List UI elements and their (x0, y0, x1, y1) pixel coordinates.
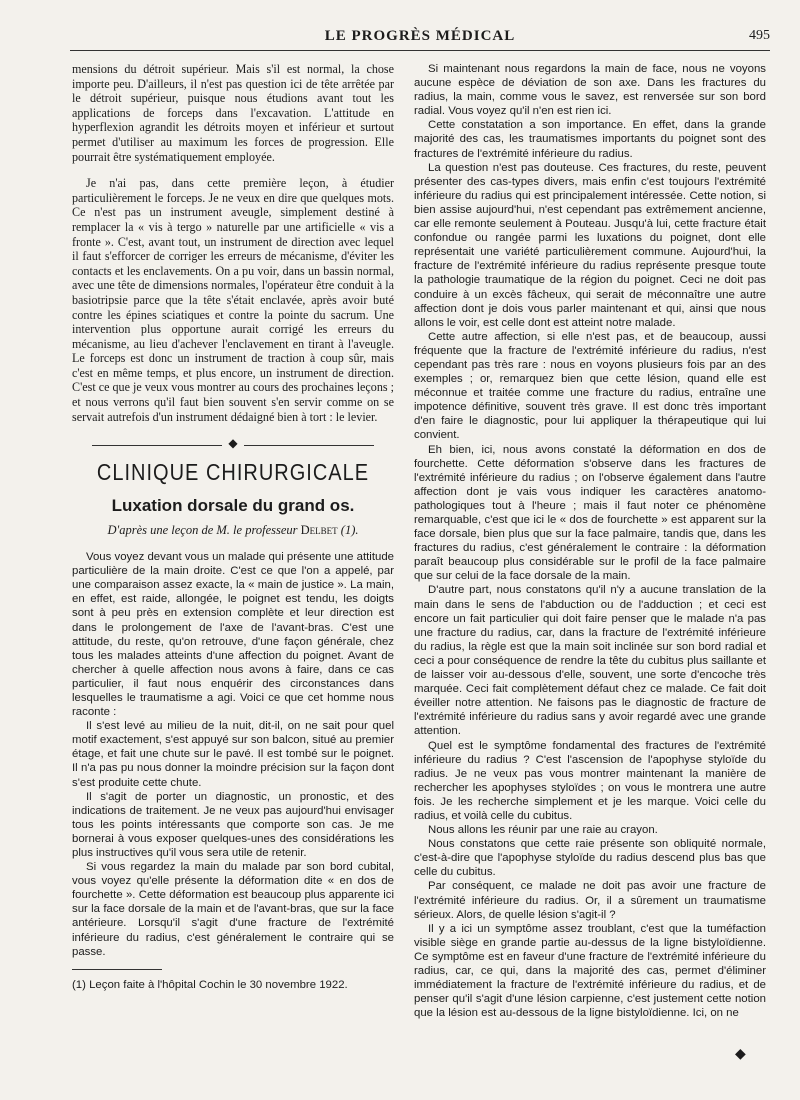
paragraph: Si vous regardez la main du malade par son bord cubital, vous voyez qu'elle présente la déformation dite « en dos de fourchette ». Cette déformation est beaucoup plus apparente ici sur la face dorsale de la main et de l'avant-bras, que sur la face antérieure. Lorsqu'il s'agit d'une fracture de l'extrémité inférieure du radius, c'est généralement le contraire qui se passe. (72, 861, 394, 958)
paragraph: Si maintenant nous regardons la main de face, nous ne voyons aucune espèce de déviation de son axe. Dans les fractures du radius, la main, comme vous le savez, est renversée sur son bord radial. Vous voyez qu'il n'en est rien ici. (414, 63, 766, 118)
paragraph: Vous voyez devant vous un malade qui présente une attitude particulière de la main droite. C'est ce que l'on a appelé, par une comparaison assez exacte, la « main de justice ». La main, en effet, est raide, allongée, le poignet est tendu, les doigts sont à peu près en extension complète et leur direction est dans le prolongement de l'axe de l'avant-bras. C'est une attitude, du reste, qu'on retrouve, d'une façon générale, chez tous les malades atteints d'une affection du poignet. Avant de chercher à quelle affection nous avons à faire, dans ce cas particulier, il faut nous enquérir des circonstances dans lesquelles le traumatisme a agi. Voici ce que cet homme nous raconte : (72, 551, 394, 719)
paragraph: Il s'agit de porter un diagnostic, un pronostic, et des indications de traitement. Je ne veux pas aujourd'hui envisager tous les points intéressants que comporte son cas. Je me bornerai à vous exposer quelques-unes des considérations les plus instructives qu'il vous sera utile de retenir. (72, 790, 394, 859)
section-title: CLINIQUE CHIRURGICALE (96, 460, 370, 486)
journal-title: LE PROGRÈS MÉDICAL (324, 28, 516, 44)
footnote-rule (72, 969, 162, 970)
paragraph: Eh bien, ici, nous avons constaté la déformation en dos de fourchette. Cette déformation s'observe dans les fractures de l'extrémité inférieure du radius ; on l'observe également dans l'autre affection dont je vais vous indiquer les caractères anatomo-pathologiques tout à l'heure ; mais il faut noter ce phénomène remarquable, c'est que ici le « dos de fourchette » est apparent sur la face dorsale, bien plus que sur la face palmaire, tandis que, dans les fractures du radius, c'est généralement le contraire : la déformation paraît beaucoup plus considérable sur le profil de la face palmaire que sur celui de la face dorsale de la main. (414, 443, 766, 583)
footnote: (1) Leçon faite à l'hôpital Cochin le 30 novembre 1922. (72, 978, 348, 991)
paragraph: Par conséquent, ce malade ne doit pas avoir une fracture de l'extrémité inférieure du radius. Or, il a sûrement un traumatisme sérieux. Alors, de quelle lésion s'agit-il ? (414, 880, 766, 921)
author-name: Delbet (300, 523, 338, 538)
paragraph: mensions du détroit supérieur. Mais s'il est normal, la chose importe peu. D'ailleurs, il n'est pas question ici de tête arrêtée par le détroit supérieur, puisque nous étudions avant tout les applications de forceps dans l'excavation. L'attitude en hyperflexion agrandit les détroits moyen et inférieur et surtout permet d'utiliser au maximum les forces de progression. Elle pourrait être systématiquement employée. (72, 62, 394, 164)
end-diamond-icon: ◆ (735, 1047, 746, 1062)
article-title: Luxation dorsale du grand os. (111, 495, 355, 515)
paragraph: Nous allons les réunir par une raie au crayon. (428, 824, 658, 837)
paragraph: Cette constatation a son importance. En effet, dans la grande majorité des cas, les traumatismes importants du poignet sont des fractures de l'extrémité inférieure du radius. (414, 119, 766, 160)
paragraph: Quel est le symptôme fondamental des fractures de l'extrémité inférieure du radius ? C'est l'ascension de l'apophyse styloïde du radius. Je ne veux pas vous montrer maintenant la manière de rechercher les apophyses styloïdes ; on vous le montrera une autre fois. Je les recherche simplement et je les marque. Voici celle du radius, et voilà celle du cubitus. (414, 739, 766, 822)
page-header (70, 28, 770, 50)
section-divider (72, 436, 394, 456)
diamond-icon: ◆ (222, 436, 243, 451)
paragraph: Il y a ici un symptôme assez troublant, c'est que la tuméfaction visible siège en grande partie au-dessus de la ligne bistyloïdienne. Ce symptôme est en faveur d'une fracture de l'extrémité inférieure du radius, car, ce qui, dans la majorité des cas, permet d'éliminer immédiatement la fracture de l'extrémité inférieure du radius, et de penser qu'il s'agit d'une lésion carpienne, c'est justement cette notion que la lésion est au-dessous de la ligne bistyloïdienne. Ici, on ne (414, 922, 766, 1020)
paragraph: La question n'est pas douteuse. Ces fractures, du reste, peuvent présenter des cas-types divers, mais enfin c'est toujours l'extrémité inférieure du radius qui est principalement intéressée. Cette notion, si bien assise aujourd'hui, n'est cependant pas extrêmement ancienne, car elle remonte seulement à Pouteau. Jusqu'à lui, cette fracture était confondue ou rangée parmi les luxations du poignet, dont elle représentait une variété particulièrement commune. Aujourd'hui, la fracture de l'extrémité inférieure du radius représente presque toute la pathologie traumatique de la région du poignet. Ceci ne doit pas conduire à un excès fâcheux, qui serait de méconnaître une autre affection dont je dois vous parler maintenant et qui, ainsi que nous allons le voir, est celle dont est atteint notre malade. (414, 161, 766, 329)
page-number: 495 (749, 28, 770, 43)
paragraph: Je n'ai pas, dans cette première leçon, à étudier particulièrement le forceps. Je ne veux en dire que quelques mots. Ce n'est pas un instrument aveugle, simplement destiné à remplacer la « vis à tergo » naturelle par une artificielle « vis a fronte ». C'est, avant tout, un instrument de direction avec lequel il faut s'efforcer de corriger les erreurs de mécanisme, d'éviter les contacts et les enclavements. On a pu voir, dans un bassin normal, avec une tête de dimensions normales, l'opérateur être conduit à la basiotripsie parce que la tête s'était enclavée, après avoir buté contre les épines sciatiques et contre la pointe du sacrum. Une intervention plus opportune aurait corrigé les erreurs du mécanisme, au lieu d'achever l'enclavement en tirant à l'aveugle. Le forceps est donc un instrument de traction à coup sûr, mais c'est en même temps, et plus encore, un instrument de direction. C'est ce que je veux vous montrer au cours des prochaines leçons ; et nous verrons qu'il faut bien souvent s'en servir comme on se servait autrefois d'un instrument dédaigné bien à tort : le levier. (72, 176, 394, 424)
paragraph: D'autre part, nous constatons qu'il n'y a aucune translation de la main dans le sens de l'abduction ou de l'adduction ; et ceci est encore un fait particulier qui doit faire penser que le malade n'a pas une fracture du radius, car, dans la fracture de l'extrémité inférieure du radius, la règle est que la main soit inclinée sur son bord radial et ceci a pour conséquence de rendre la tête du cubitus plus saillante et de laisser voir au-dessous d'elle, souvent, une sorte d'encoche très marquée. Ceci fait complètement défaut chez ce malade. Ce fait doit éveiller notre attention. Ne faisons pas le diagnostic de fracture de l'extrémité inférieure du radius sans y avoir regardé avec une grande attention. (414, 584, 766, 738)
byline: D'après une leçon de M. le professeur Delbet (1). (107, 523, 359, 538)
paragraph: Il s'est levé au milieu de la nuit, dit-il, on ne sait pour quel motif exactement, s'est appuyé sur son balcon, situé au premier étage, et fait une chute sur le pavé. Il est tombé sur le poignet. Il n'a pas pu nous donner la moindre précision sur la façon dont s'est produite cette chute. (72, 720, 394, 789)
article-body-left (72, 550, 394, 992)
right-column (414, 62, 766, 1020)
header-rule (70, 50, 770, 51)
paragraph: Nous constatons que cette raie présente son obliquité normale, c'est-à-dire que l'apophyse styloïde du radius descend plus bas que celle du cubitus. (414, 838, 766, 879)
left-column (72, 62, 394, 992)
paragraph: Cette autre affection, si elle n'est pas, et de beaucoup, aussi fréquente que la fracture de l'extrémité inférieure du radius, n'est cependant pas très rare : nous en voyons plusieurs fois par an des exemples ; or, remarquez bien que cette lésion, quand elle est méconnue et traitée comme une fracture du radius, entraîne une impotence définitive, souvent très grave. Il est donc très important d'en faire le diagnostic, pour lui appliquer la thérapeutique qui lui convient. (414, 330, 766, 442)
